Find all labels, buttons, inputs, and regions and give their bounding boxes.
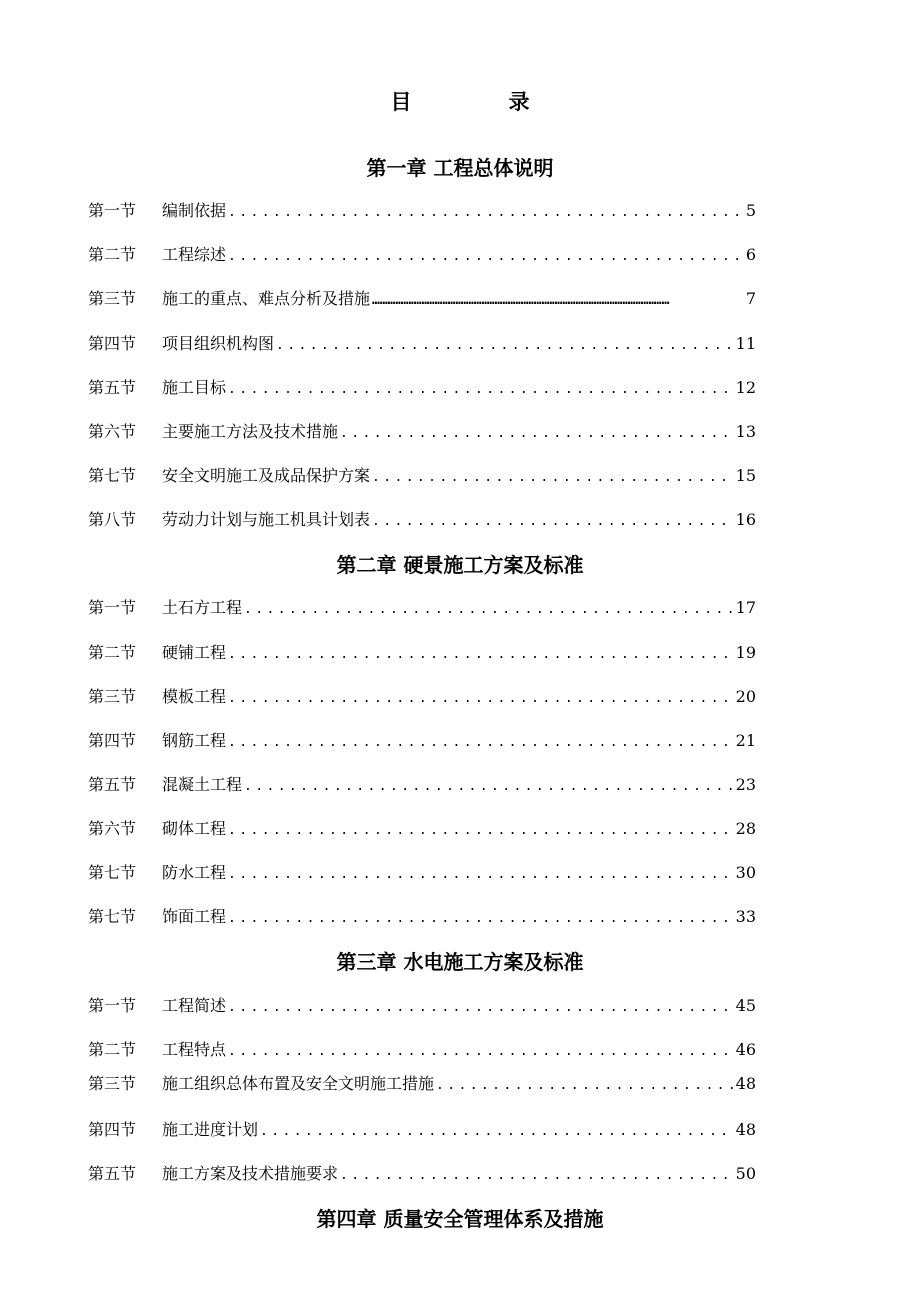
toc-page-number: 48 — [735, 1120, 756, 1139]
toc-section-number: 第二节 — [88, 245, 137, 264]
toc-dot-leader — [340, 422, 733, 446]
toc-entry-title: 工程综述 — [162, 245, 227, 264]
toc-entry[interactable] — [88, 1118, 756, 1142]
toc-entry-title: 防水工程 — [162, 863, 227, 882]
toc-entry-title: 安全文明施工及成品保护方案 — [162, 466, 371, 485]
toc-section-number: 第一节 — [88, 598, 137, 617]
toc-dot-leader — [228, 245, 743, 269]
toc-page-number: 48 — [735, 1074, 756, 1093]
toc-section-number: 第七节 — [88, 466, 137, 485]
toc-entry[interactable] — [88, 596, 756, 620]
chapter-heading-4: 第四章 质量安全管理体系及措施 — [316, 1207, 604, 1231]
toc-entry-title: 工程特点 — [162, 1040, 227, 1059]
toc-entry-title: 施工组织总体布置及安全文明施工措施 — [162, 1074, 435, 1093]
toc-page-number: 33 — [735, 907, 756, 926]
toc-entry-title: 编制依据 — [162, 201, 227, 220]
toc-entry[interactable] — [88, 243, 756, 267]
toc-dot-leader — [436, 1074, 733, 1098]
toc-section-number: 第四节 — [88, 1120, 137, 1139]
toc-entry-title: 工程简述 — [162, 996, 227, 1015]
toc-entry-title: 施工方案及技术措施要求 — [162, 1164, 339, 1183]
toc-dot-leader — [276, 334, 733, 358]
toc-entry[interactable] — [88, 817, 756, 841]
toc-entry-title: 混凝土工程 — [162, 775, 243, 794]
toc-section-number: 第四节 — [88, 334, 137, 353]
chapter-heading-2: 第二章 硬景施工方案及标准 — [336, 553, 584, 577]
toc-page-number: 45 — [735, 996, 756, 1015]
toc-section-number: 第八节 — [88, 510, 137, 529]
toc-page-number: 46 — [735, 1040, 756, 1059]
toc-entry-title: 项目组织机构图 — [162, 334, 275, 353]
toc-dot-leader — [228, 863, 733, 887]
toc-entry-title: 钢筋工程 — [162, 731, 227, 750]
page-title: 目 录 — [390, 89, 568, 114]
toc-dot-leader — [244, 775, 733, 799]
toc-dot-leader — [228, 907, 733, 931]
toc-section-number: 第四节 — [88, 731, 137, 750]
toc-dot-leader — [228, 996, 733, 1020]
toc-entry[interactable] — [88, 508, 756, 532]
toc-entry[interactable] — [88, 332, 756, 356]
toc-dot-leader — [228, 1040, 733, 1064]
toc-section-number: 第七节 — [88, 907, 137, 926]
toc-dot-leader — [228, 687, 733, 711]
toc-section-number: 第五节 — [88, 775, 137, 794]
toc-entry[interactable] — [88, 729, 756, 753]
toc-section-number: 第五节 — [88, 378, 137, 397]
toc-entry-title: 施工进度计划 — [162, 1120, 259, 1139]
toc-entry-title: 劳动力计划与施工机具计划表 — [162, 510, 371, 529]
toc-page-number: 6 — [745, 245, 756, 264]
toc-entry-title: 主要施工方法及技术措施 — [162, 422, 339, 441]
toc-dot-leader — [372, 510, 733, 534]
toc-page-number: 12 — [735, 378, 756, 397]
toc-entry[interactable] — [88, 464, 756, 488]
toc-dot-leader — [340, 1164, 733, 1188]
toc-page-number: 16 — [735, 510, 756, 529]
toc-dot-leader — [372, 289, 743, 313]
toc-page-number: 13 — [735, 422, 756, 441]
toc-dot-leader — [228, 201, 743, 225]
toc-section-number: 第三节 — [88, 289, 137, 308]
toc-dot-leader — [228, 819, 733, 843]
toc-page-number: 30 — [735, 863, 756, 882]
toc-entry-title: 砌体工程 — [162, 819, 227, 838]
toc-section-number: 第三节 — [88, 687, 137, 706]
toc-dot-leader — [244, 598, 733, 622]
toc-entry-title: 模板工程 — [162, 687, 227, 706]
toc-entry[interactable] — [88, 905, 756, 929]
toc-page-number: 15 — [735, 466, 756, 485]
toc-entry[interactable] — [88, 287, 756, 311]
toc-dot-leader — [228, 378, 733, 402]
toc-page-number: 23 — [735, 775, 756, 794]
toc-entry-title: 土石方工程 — [162, 598, 243, 617]
toc-page-number: 28 — [735, 819, 756, 838]
toc-section-number: 第二节 — [88, 643, 137, 662]
toc-entry[interactable] — [88, 376, 756, 400]
toc-entry[interactable] — [88, 199, 756, 223]
toc-entry[interactable] — [88, 773, 756, 797]
toc-page-number: 19 — [735, 643, 756, 662]
chapter-heading-3: 第三章 水电施工方案及标准 — [336, 950, 584, 974]
toc-section-number: 第二节 — [88, 1040, 137, 1059]
toc-entry-title: 施工目标 — [162, 378, 227, 397]
toc-dot-leader — [372, 466, 733, 490]
toc-entry[interactable] — [88, 861, 756, 885]
toc-entry-title: 饰面工程 — [162, 907, 227, 926]
toc-section-number: 第三节 — [88, 1074, 137, 1093]
toc-entry[interactable] — [88, 641, 756, 665]
toc-entry[interactable] — [88, 1038, 756, 1062]
toc-page-number: 7 — [745, 289, 756, 308]
toc-entry[interactable] — [88, 994, 756, 1018]
toc-section-number: 第六节 — [88, 422, 137, 441]
toc-entry[interactable] — [88, 1072, 756, 1096]
toc-page-number: 17 — [735, 598, 756, 617]
toc-section-number: 第一节 — [88, 996, 137, 1015]
chapter-heading-1: 第一章 工程总体说明 — [366, 156, 554, 180]
toc-page-number: 5 — [745, 201, 756, 220]
toc-entry[interactable] — [88, 685, 756, 709]
toc-page-number: 20 — [735, 687, 756, 706]
toc-entry[interactable] — [88, 420, 756, 444]
toc-dot-leader — [228, 643, 733, 667]
toc-section-number: 第一节 — [88, 201, 137, 220]
toc-section-number: 第七节 — [88, 863, 137, 882]
toc-page-number: 21 — [735, 731, 756, 750]
toc-section-number: 第六节 — [88, 819, 137, 838]
toc-section-number: 第五节 — [88, 1164, 137, 1183]
toc-entry[interactable] — [88, 1162, 756, 1186]
toc-page-number: 50 — [735, 1164, 756, 1183]
toc-dot-leader — [228, 731, 733, 755]
toc-page-number: 11 — [735, 334, 756, 353]
toc-entry-title: 施工的重点、难点分析及措施 — [162, 289, 371, 308]
toc-entry-title: 硬铺工程 — [162, 643, 227, 662]
toc-dot-leader — [260, 1120, 733, 1144]
